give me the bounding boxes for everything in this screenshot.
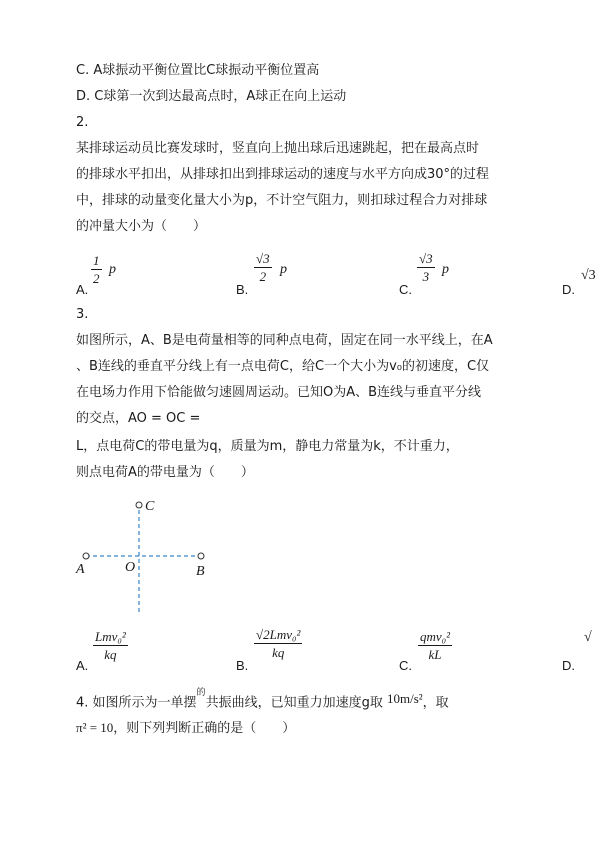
q4-text-b: 的 <box>196 688 206 698</box>
charge-a-point <box>83 553 89 559</box>
q4-text-e: ，取 <box>422 695 449 711</box>
q2-option-d-num: √3 <box>581 268 596 283</box>
q3-option-c-num: qmv₀² <box>420 629 451 644</box>
q4-text-a: 4. 如图所示为一单摆 <box>76 695 197 711</box>
label-o: O <box>125 560 136 575</box>
q4-gravity-value: 10m/s² <box>386 691 423 707</box>
q2-option-c-tail: p <box>442 262 449 277</box>
q3-option-c-fraction <box>418 628 452 663</box>
q2-stem-line-1: 某排球运动员比赛发球时，竖直向上抛出球后迅速跳起，把在最高点时 <box>76 141 480 156</box>
q4-line-1 <box>76 690 449 712</box>
charge-b-point <box>198 553 204 559</box>
q3-option-b-label: B. <box>236 658 249 673</box>
charge-c-point <box>136 502 142 508</box>
q2-number: 2. <box>76 115 89 130</box>
q2-option-c-fraction <box>417 250 435 285</box>
q2-option-c-label: C. <box>399 282 412 297</box>
q4-text-c: 共振曲线，已知重力加速度g取 <box>205 695 383 711</box>
q2-option-b-fraction <box>254 250 272 285</box>
q3-number: 3. <box>76 307 89 322</box>
q2-stem-line-2: 的排球水平扣出，从排球扣出到排球运动的速度与水平方向成30°的过程 <box>76 167 490 182</box>
q3-option-a-den: kq <box>104 647 117 662</box>
q3-stem-line-3: 在电场力作用下恰能做匀速圆周运动。已知O为A、B连线与垂直平分线 <box>76 385 482 400</box>
label-a: A <box>76 562 85 577</box>
q3-option-a-fraction <box>93 628 128 663</box>
q4-text-f: ，则下列判断正确的是（ ） <box>113 721 296 736</box>
q2-stem-line-4: 的冲量大小为（ ） <box>76 219 207 234</box>
q3-stem-line-5: L，点电荷C的带电量为q，质量为m，静电力常量为k，不计重力， <box>76 439 459 454</box>
q3-option-a-label: A. <box>76 658 89 673</box>
q3-option-a-num: Lmv₀² <box>95 629 126 644</box>
q3-option-b-den: kq <box>272 645 285 660</box>
q2-option-a-label: A. <box>76 282 89 297</box>
q3-option-d-label: D. <box>562 658 575 673</box>
q2-stem-line-3: 中，排球的动量变化量大小为p，不计空气阻力，则扣球过程合力对排球 <box>76 193 488 208</box>
q2-option-b-num: √3 <box>256 251 270 266</box>
charges-diagram <box>74 495 224 615</box>
q2-option-a-den: 2 <box>93 271 100 286</box>
q3-stem-line-1: 如图所示，A、B是电荷量相等的同种点电荷，固定在同一水平线上，在A <box>76 333 493 348</box>
q3-option-b-num: √2Lmv₀² <box>256 627 301 642</box>
q2-option-c-den: 3 <box>422 269 430 284</box>
q3-stem-line-6: 则点电荷A的带电量为（ ） <box>76 465 254 480</box>
q2-option-c-num: √3 <box>419 251 433 266</box>
q2-option-b-label: B. <box>236 282 249 297</box>
q3-stem-line-2: 、B连线的垂直平分线上有一点电荷C，给C一个大小为v₀的初速度，C仅 <box>76 359 490 374</box>
q3-option-c-den: kL <box>428 647 442 662</box>
q2-option-b-den: 2 <box>259 269 267 284</box>
q3-option-c-label: C. <box>399 658 412 673</box>
q2-option-d-label: D. <box>562 282 575 297</box>
q2-option-a-fraction <box>91 252 102 287</box>
q2-option-a-tail: p <box>109 262 116 277</box>
q4-pi-value: π² = 10 <box>76 720 114 735</box>
label-c: C <box>145 499 155 514</box>
q1-option-c: C. A球振动平衡位置比C球振动平衡位置高 <box>76 63 320 78</box>
q3-option-d-num: √ <box>584 630 592 645</box>
q2-option-a-num: 1 <box>93 253 100 268</box>
q4-line-2 <box>76 719 295 738</box>
q3-stem-line-4: 的交点，AO = OC = <box>76 411 201 426</box>
label-b: B <box>196 564 205 579</box>
q2-option-b-tail: p <box>280 262 287 277</box>
q3-option-b-fraction <box>254 626 302 661</box>
q1-option-d: D. C球第一次到达最高点时，A球正在向上运动 <box>76 89 347 104</box>
